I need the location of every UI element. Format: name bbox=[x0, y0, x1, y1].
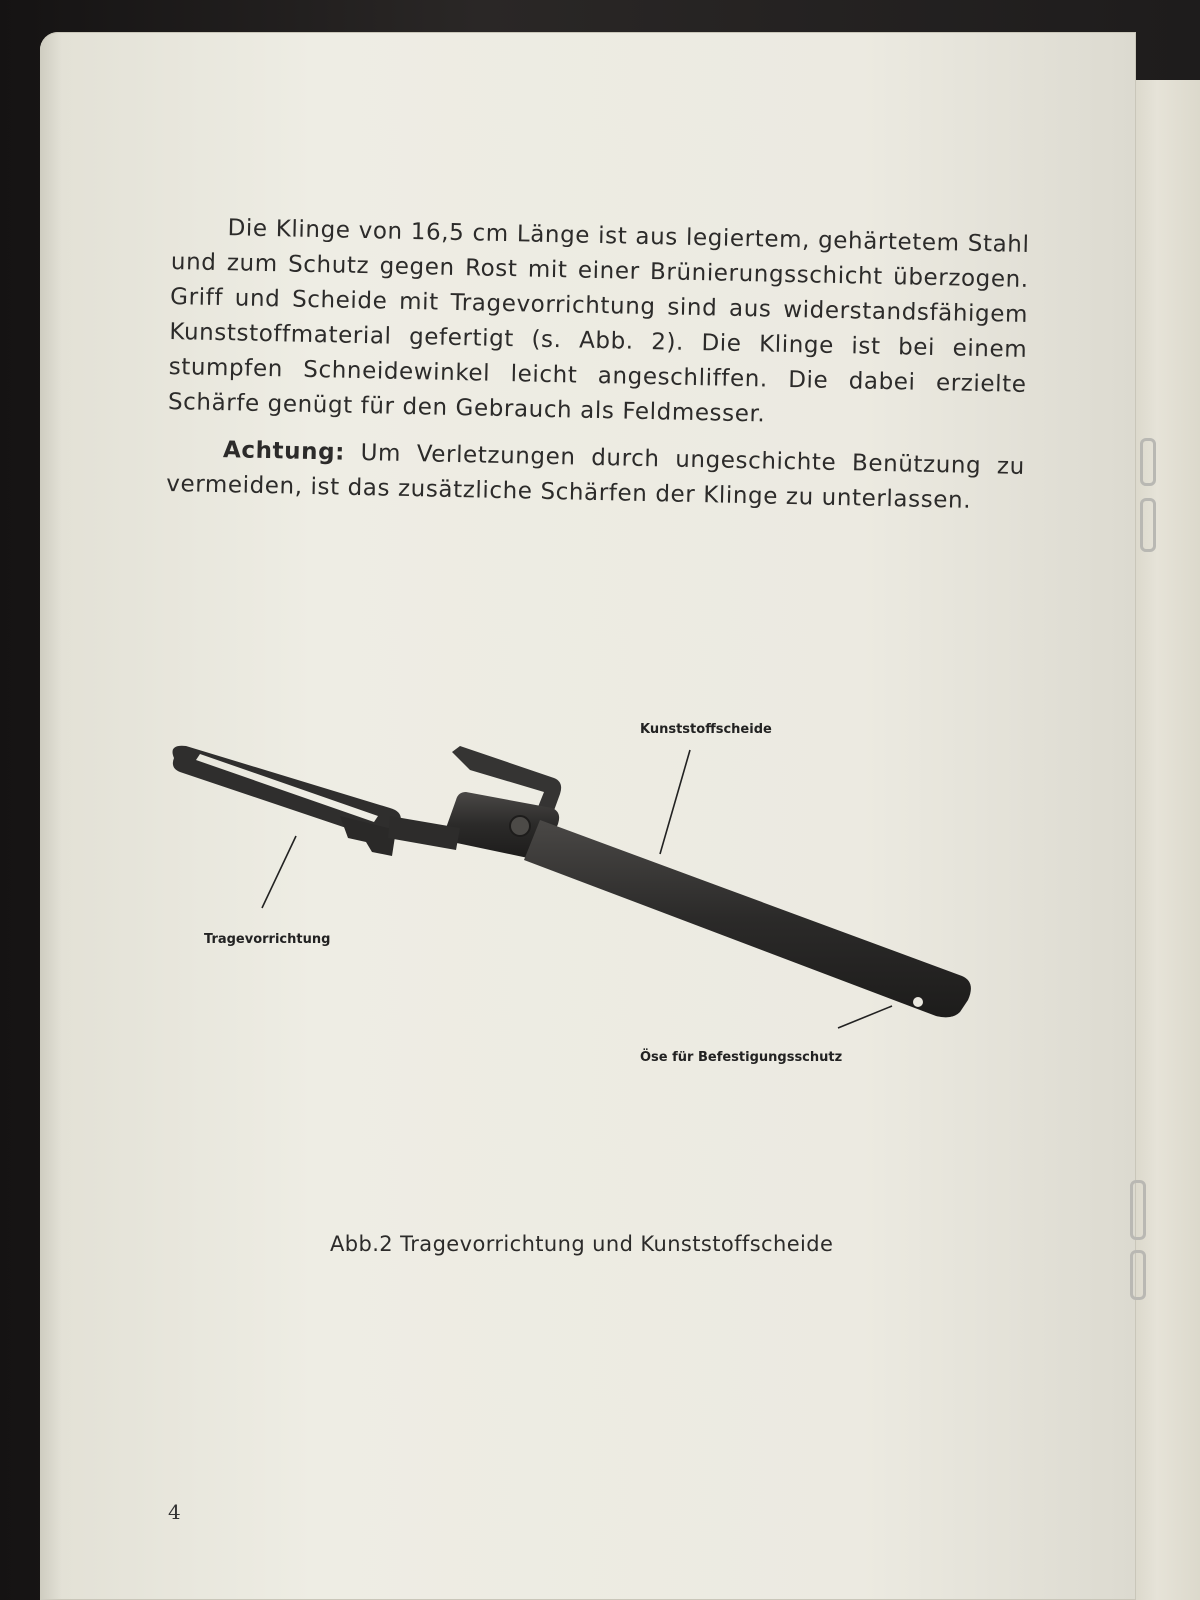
paragraph-warning bbox=[166, 432, 1025, 520]
label-oese: Öse für Befestigungsschutz bbox=[640, 1050, 843, 1065]
staple-bottom-1 bbox=[1130, 1180, 1146, 1240]
staple-top-2 bbox=[1140, 498, 1156, 552]
scabbard-eyelet bbox=[913, 997, 923, 1007]
label-tragevorrichtung: Tragevorrichtung bbox=[204, 932, 331, 947]
scabbard-body bbox=[524, 820, 971, 1017]
warning-text: Um Verletzungen durch ungeschichte Benützung zu vermeiden, ist das zusätzliche Schärfen der Klinge zu unterlassen. bbox=[165, 439, 1026, 514]
leader-line-eyelet bbox=[838, 1006, 892, 1028]
figure-caption: Abb.2 Tragevorrichtung und Kunststoffscheide bbox=[330, 1232, 834, 1256]
page-number: 4 bbox=[168, 1500, 181, 1524]
paragraph-blade: Die Klinge von 16,5 cm Länge ist aus legiertem, gehärtetem Stahl und zum Schutz gegen Rost mit einer Brünierungsschicht überzogen. Griff und Scheide mit Tragevorrichtung sind aus widerstandsfähigem Kunststoffmaterial gefertigt (s. Abb. 2). Die Klinge ist bei einem stumpfen Schneidewinkel leicht angeschliffen. Die dabei erzielte Schärfe genügt für den Gebrauch als Feldmesser. bbox=[167, 215, 1030, 428]
leader-line-carrier bbox=[262, 836, 296, 908]
facing-page-edge bbox=[1128, 80, 1200, 1600]
page-left-shadow bbox=[40, 32, 62, 1600]
leader-line-scabbard bbox=[660, 750, 690, 854]
label-kunststoffscheide: Kunststoffscheide bbox=[640, 722, 772, 737]
scabbard-illustration bbox=[160, 720, 1020, 1080]
staple-bottom-2 bbox=[1130, 1250, 1146, 1300]
body-text bbox=[166, 210, 1030, 532]
figure-scabbard bbox=[160, 720, 1020, 1080]
scabbard-emblem bbox=[510, 816, 530, 836]
staple-top-1 bbox=[1140, 438, 1156, 486]
warning-label: Achtung: bbox=[222, 437, 346, 466]
